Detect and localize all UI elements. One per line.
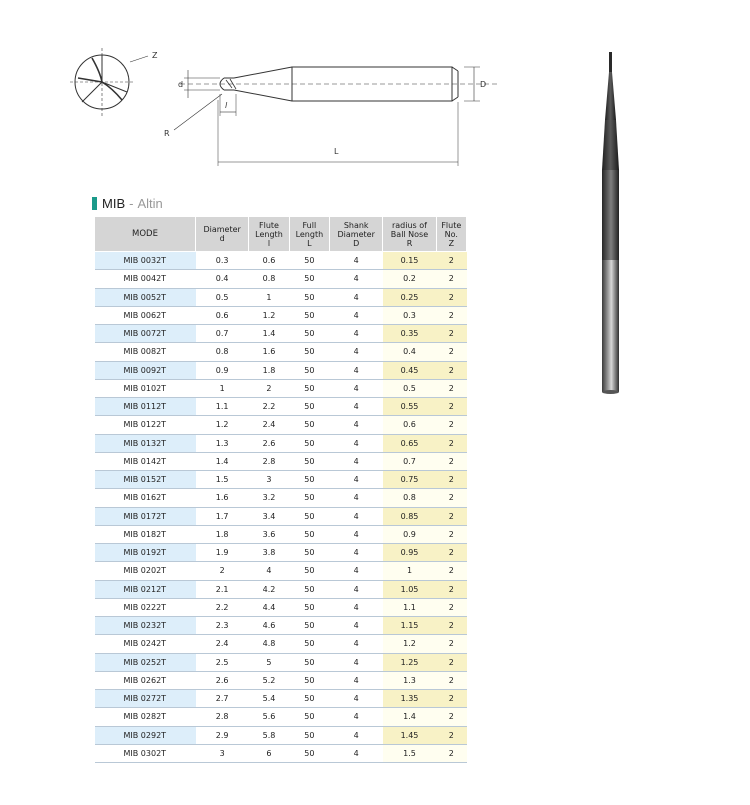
cell-ball-radius: 1.45 <box>383 726 436 744</box>
header-text: Shank <box>343 220 369 230</box>
cell-ball-radius: 0.85 <box>383 507 436 525</box>
table-row <box>95 744 467 762</box>
cell-flute-number: 2 <box>436 690 466 708</box>
cell-flute-length: 1.6 <box>249 343 289 361</box>
cell-diameter: 2.6 <box>196 671 249 689</box>
label-r: R <box>164 129 170 138</box>
cell-flute-number: 2 <box>436 398 466 416</box>
header-text: Ball Nose <box>390 229 429 239</box>
cell-diameter: 0.5 <box>196 288 249 306</box>
cell-diameter: 1.2 <box>196 416 249 434</box>
table-row <box>95 343 467 361</box>
cell-mode: MIB 0132T <box>95 434 196 452</box>
cell-ball-radius: 1.3 <box>383 671 436 689</box>
cell-shank-diameter: 4 <box>330 361 383 379</box>
cell-diameter: 1.1 <box>196 398 249 416</box>
cell-diameter: 2.8 <box>196 708 249 726</box>
cell-ball-radius: 0.5 <box>383 379 436 397</box>
table-row <box>95 489 467 507</box>
table-row <box>95 379 467 397</box>
table-row <box>95 671 467 689</box>
cell-full-length: 50 <box>289 361 329 379</box>
cell-shank-diameter: 4 <box>330 416 383 434</box>
cell-full-length: 50 <box>289 690 329 708</box>
cell-ball-radius: 1.05 <box>383 580 436 598</box>
cell-flute-length: 3.2 <box>249 489 289 507</box>
cell-diameter: 2 <box>196 562 249 580</box>
cell-flute-length: 4 <box>249 562 289 580</box>
cell-ball-radius: 0.55 <box>383 398 436 416</box>
header-text: Diameter <box>203 225 241 234</box>
header-full-length <box>289 217 329 252</box>
table-row <box>95 398 467 416</box>
cell-flute-number: 2 <box>436 343 466 361</box>
cell-ball-radius: 1.2 <box>383 635 436 653</box>
cell-full-length: 50 <box>289 598 329 616</box>
cell-flute-length: 4.8 <box>249 635 289 653</box>
table-row <box>95 325 467 343</box>
cell-shank-diameter: 4 <box>330 270 383 288</box>
cell-flute-number: 2 <box>436 617 466 635</box>
cell-flute-number: 2 <box>436 361 466 379</box>
cell-flute-length: 5.8 <box>249 726 289 744</box>
cell-mode: MIB 0302T <box>95 744 196 762</box>
section-title <box>92 195 163 211</box>
cell-flute-number: 2 <box>436 544 466 562</box>
cell-ball-radius: 0.35 <box>383 325 436 343</box>
cell-flute-number: 2 <box>436 252 466 270</box>
header-text: D <box>353 238 360 248</box>
header-text: l <box>267 238 271 248</box>
cell-mode: MIB 0152T <box>95 471 196 489</box>
cell-mode: MIB 0222T <box>95 598 196 616</box>
cell-mode: MIB 0102T <box>95 379 196 397</box>
cell-diameter: 0.8 <box>196 343 249 361</box>
cell-shank-diameter: 4 <box>330 452 383 470</box>
cell-flute-length: 2.6 <box>249 434 289 452</box>
cell-ball-radius: 0.7 <box>383 452 436 470</box>
cell-ball-radius: 1.25 <box>383 653 436 671</box>
cell-shank-diameter: 4 <box>330 580 383 598</box>
table-row <box>95 525 467 543</box>
label-L: L <box>334 147 339 156</box>
cell-diameter: 1.5 <box>196 471 249 489</box>
cell-ball-radius: 1.15 <box>383 617 436 635</box>
table-row <box>95 288 467 306</box>
cell-flute-length: 4.2 <box>249 580 289 598</box>
cell-mode: MIB 0082T <box>95 343 196 361</box>
cell-flute-length: 3.4 <box>249 507 289 525</box>
cell-diameter: 0.7 <box>196 325 249 343</box>
cell-flute-length: 5.6 <box>249 708 289 726</box>
cell-full-length: 50 <box>289 325 329 343</box>
cell-full-length: 50 <box>289 288 329 306</box>
cell-shank-diameter: 4 <box>330 525 383 543</box>
cell-flute-length: 1 <box>249 288 289 306</box>
cell-shank-diameter: 4 <box>330 617 383 635</box>
header-text: Full <box>302 220 317 230</box>
cell-flute-number: 2 <box>436 726 466 744</box>
header-text: radius of <box>391 220 427 230</box>
end-view-icon <box>70 48 148 116</box>
cell-flute-length: 0.8 <box>249 270 289 288</box>
cell-full-length: 50 <box>289 744 329 762</box>
header-text: d <box>219 234 225 243</box>
cell-shank-diameter: 4 <box>330 398 383 416</box>
cell-mode: MIB 0272T <box>95 690 196 708</box>
cell-shank-diameter: 4 <box>330 306 383 324</box>
cell-shank-diameter: 4 <box>330 471 383 489</box>
cell-ball-radius: 0.8 <box>383 489 436 507</box>
cell-flute-number: 2 <box>436 744 466 762</box>
cell-full-length: 50 <box>289 306 329 324</box>
cell-ball-radius: 0.9 <box>383 525 436 543</box>
cell-mode: MIB 0232T <box>95 617 196 635</box>
title-marker-icon <box>92 197 97 210</box>
cell-full-length: 50 <box>289 434 329 452</box>
cell-ball-radius: 1.1 <box>383 598 436 616</box>
cell-mode: MIB 0252T <box>95 653 196 671</box>
coating-name: Altin <box>137 195 163 211</box>
cell-flute-length: 1.8 <box>249 361 289 379</box>
cell-ball-radius: 0.3 <box>383 306 436 324</box>
cell-shank-diameter: 4 <box>330 562 383 580</box>
cell-shank-diameter: 4 <box>330 288 383 306</box>
cell-flute-length: 4.4 <box>249 598 289 616</box>
cell-mode: MIB 0052T <box>95 288 196 306</box>
cell-flute-number: 2 <box>436 434 466 452</box>
header-text: Length <box>255 229 283 239</box>
cell-flute-length: 2.8 <box>249 452 289 470</box>
cell-flute-length: 3.6 <box>249 525 289 543</box>
table-row <box>95 452 467 470</box>
cell-full-length: 50 <box>289 635 329 653</box>
cell-full-length: 50 <box>289 544 329 562</box>
cell-diameter: 1 <box>196 379 249 397</box>
cell-flute-number: 2 <box>436 580 466 598</box>
label-D: D <box>480 80 487 89</box>
header-text: Flute <box>259 220 279 230</box>
cell-ball-radius: 0.4 <box>383 343 436 361</box>
cell-mode: MIB 0142T <box>95 452 196 470</box>
cell-mode: MIB 0162T <box>95 489 196 507</box>
cell-diameter: 2.7 <box>196 690 249 708</box>
cell-shank-diameter: 4 <box>330 434 383 452</box>
cell-mode: MIB 0172T <box>95 507 196 525</box>
table-row <box>95 306 467 324</box>
specification-table <box>94 216 467 763</box>
cell-ball-radius: 0.15 <box>383 252 436 270</box>
cell-shank-diameter: 4 <box>330 690 383 708</box>
table-body <box>95 252 467 763</box>
table-row <box>95 252 467 270</box>
cell-full-length: 50 <box>289 452 329 470</box>
cell-flute-number: 2 <box>436 598 466 616</box>
table-row <box>95 361 467 379</box>
cell-diameter: 1.6 <box>196 489 249 507</box>
label-d: d <box>178 80 184 89</box>
table-row <box>95 598 467 616</box>
cell-flute-number: 2 <box>436 416 466 434</box>
cell-shank-diameter: 4 <box>330 726 383 744</box>
cell-full-length: 50 <box>289 398 329 416</box>
cell-ball-radius: 0.95 <box>383 544 436 562</box>
cell-ball-radius: 1.4 <box>383 708 436 726</box>
cell-mode: MIB 0072T <box>95 325 196 343</box>
cell-mode: MIB 0042T <box>95 270 196 288</box>
cell-full-length: 50 <box>289 562 329 580</box>
cell-full-length: 50 <box>289 252 329 270</box>
header-shank-diameter <box>330 217 383 252</box>
cell-flute-number: 2 <box>436 525 466 543</box>
cell-ball-radius: 0.75 <box>383 471 436 489</box>
cell-mode: MIB 0242T <box>95 635 196 653</box>
header-ball-radius <box>383 217 436 252</box>
cell-ball-radius: 1.35 <box>383 690 436 708</box>
cell-flute-length: 5 <box>249 653 289 671</box>
label-z: Z <box>152 51 158 60</box>
cell-diameter: 0.6 <box>196 306 249 324</box>
table-row <box>95 635 467 653</box>
title-separator: - <box>129 195 134 211</box>
cell-mode: MIB 0032T <box>95 252 196 270</box>
table-row <box>95 434 467 452</box>
cell-diameter: 2.9 <box>196 726 249 744</box>
cell-flute-length: 5.2 <box>249 671 289 689</box>
cell-mode: MIB 0182T <box>95 525 196 543</box>
cell-flute-length: 5.4 <box>249 690 289 708</box>
cell-full-length: 50 <box>289 726 329 744</box>
cell-flute-number: 2 <box>436 325 466 343</box>
cell-flute-length: 2 <box>249 379 289 397</box>
cell-flute-number: 2 <box>436 379 466 397</box>
cell-full-length: 50 <box>289 617 329 635</box>
cell-full-length: 50 <box>289 343 329 361</box>
table-row <box>95 416 467 434</box>
cell-shank-diameter: 4 <box>330 598 383 616</box>
cell-shank-diameter: 4 <box>330 653 383 671</box>
header-text: Flute <box>441 220 462 230</box>
cell-flute-length: 3 <box>249 471 289 489</box>
cell-mode: MIB 0202T <box>95 562 196 580</box>
cell-diameter: 1.3 <box>196 434 249 452</box>
cell-flute-number: 2 <box>436 653 466 671</box>
cell-mode: MIB 0262T <box>95 671 196 689</box>
cell-ball-radius: 1.5 <box>383 744 436 762</box>
header-text: L <box>307 238 312 248</box>
cell-flute-number: 2 <box>436 708 466 726</box>
cell-flute-number: 2 <box>436 489 466 507</box>
cell-diameter: 2.5 <box>196 653 249 671</box>
cell-full-length: 50 <box>289 671 329 689</box>
cell-flute-length: 2.2 <box>249 398 289 416</box>
cell-shank-diameter: 4 <box>330 252 383 270</box>
table-row <box>95 562 467 580</box>
cell-mode: MIB 0122T <box>95 416 196 434</box>
cell-flute-length: 4.6 <box>249 617 289 635</box>
cell-flute-length: 1.4 <box>249 325 289 343</box>
cell-diameter: 2.1 <box>196 580 249 598</box>
cell-full-length: 50 <box>289 580 329 598</box>
cell-mode: MIB 0112T <box>95 398 196 416</box>
table-row <box>95 653 467 671</box>
header-mode <box>95 217 196 252</box>
header-text: MODE <box>132 228 158 239</box>
cell-shank-diameter: 4 <box>330 671 383 689</box>
label-l-small: l <box>225 101 228 110</box>
cell-shank-diameter: 4 <box>330 379 383 397</box>
cell-flute-number: 2 <box>436 671 466 689</box>
header-text: Z <box>448 238 455 248</box>
cell-mode: MIB 0192T <box>95 544 196 562</box>
table-row <box>95 580 467 598</box>
cell-diameter: 0.4 <box>196 270 249 288</box>
cell-full-length: 50 <box>289 471 329 489</box>
cell-shank-diameter: 4 <box>330 744 383 762</box>
cell-flute-length: 2.4 <box>249 416 289 434</box>
cell-diameter: 2.4 <box>196 635 249 653</box>
cell-flute-number: 2 <box>436 306 466 324</box>
table-row <box>95 708 467 726</box>
cell-shank-diameter: 4 <box>330 635 383 653</box>
cell-flute-number: 2 <box>436 562 466 580</box>
header-text: Length <box>295 229 324 239</box>
cell-full-length: 50 <box>289 708 329 726</box>
cell-flute-length: 3.8 <box>249 544 289 562</box>
table-row <box>95 544 467 562</box>
cell-diameter: 1.7 <box>196 507 249 525</box>
cell-flute-number: 2 <box>436 507 466 525</box>
series-name: MIB <box>102 195 126 211</box>
end-mill-tool-image <box>585 50 635 400</box>
cell-diameter: 2.3 <box>196 617 249 635</box>
cell-flute-number: 2 <box>436 288 466 306</box>
table-row <box>95 471 467 489</box>
header-diameter <box>196 217 249 252</box>
cell-full-length: 50 <box>289 489 329 507</box>
cell-diameter: 2.2 <box>196 598 249 616</box>
cell-ball-radius: 0.65 <box>383 434 436 452</box>
table-header-row <box>95 217 467 252</box>
header-flute-length <box>249 217 289 252</box>
cell-full-length: 50 <box>289 270 329 288</box>
cell-ball-radius: 0.6 <box>383 416 436 434</box>
header-text: No. <box>444 229 458 239</box>
cell-full-length: 50 <box>289 525 329 543</box>
cell-ball-radius: 0.25 <box>383 288 436 306</box>
cell-mode: MIB 0092T <box>95 361 196 379</box>
cell-flute-number: 2 <box>436 270 466 288</box>
cell-full-length: 50 <box>289 416 329 434</box>
cell-mode: MIB 0282T <box>95 708 196 726</box>
table-row <box>95 690 467 708</box>
cell-full-length: 50 <box>289 379 329 397</box>
cell-diameter: 0.3 <box>196 252 249 270</box>
table-row <box>95 617 467 635</box>
cell-shank-diameter: 4 <box>330 708 383 726</box>
cell-mode: MIB 0212T <box>95 580 196 598</box>
cell-mode: MIB 0062T <box>95 306 196 324</box>
cell-full-length: 50 <box>289 653 329 671</box>
cell-shank-diameter: 4 <box>330 325 383 343</box>
cell-diameter: 1.8 <box>196 525 249 543</box>
cell-ball-radius: 1 <box>383 562 436 580</box>
table-row <box>95 726 467 744</box>
cell-shank-diameter: 4 <box>330 343 383 361</box>
table-row <box>95 507 467 525</box>
cell-ball-radius: 0.45 <box>383 361 436 379</box>
table-row <box>95 270 467 288</box>
cell-shank-diameter: 4 <box>330 489 383 507</box>
cell-ball-radius: 0.2 <box>383 270 436 288</box>
cell-diameter: 0.9 <box>196 361 249 379</box>
cell-flute-number: 2 <box>436 635 466 653</box>
cell-diameter: 1.4 <box>196 452 249 470</box>
cell-flute-number: 2 <box>436 471 466 489</box>
header-flute-number <box>436 217 466 252</box>
cell-diameter: 1.9 <box>196 544 249 562</box>
cell-full-length: 50 <box>289 507 329 525</box>
header-text: R <box>406 238 413 248</box>
cell-mode: MIB 0292T <box>95 726 196 744</box>
cell-shank-diameter: 4 <box>330 507 383 525</box>
cell-flute-length: 0.6 <box>249 252 289 270</box>
end-mill-diagram <box>60 40 500 180</box>
cell-flute-length: 6 <box>249 744 289 762</box>
cell-flute-length: 1.2 <box>249 306 289 324</box>
cell-diameter: 3 <box>196 744 249 762</box>
header-text: Diameter <box>337 229 375 239</box>
cell-flute-number: 2 <box>436 452 466 470</box>
cell-shank-diameter: 4 <box>330 544 383 562</box>
